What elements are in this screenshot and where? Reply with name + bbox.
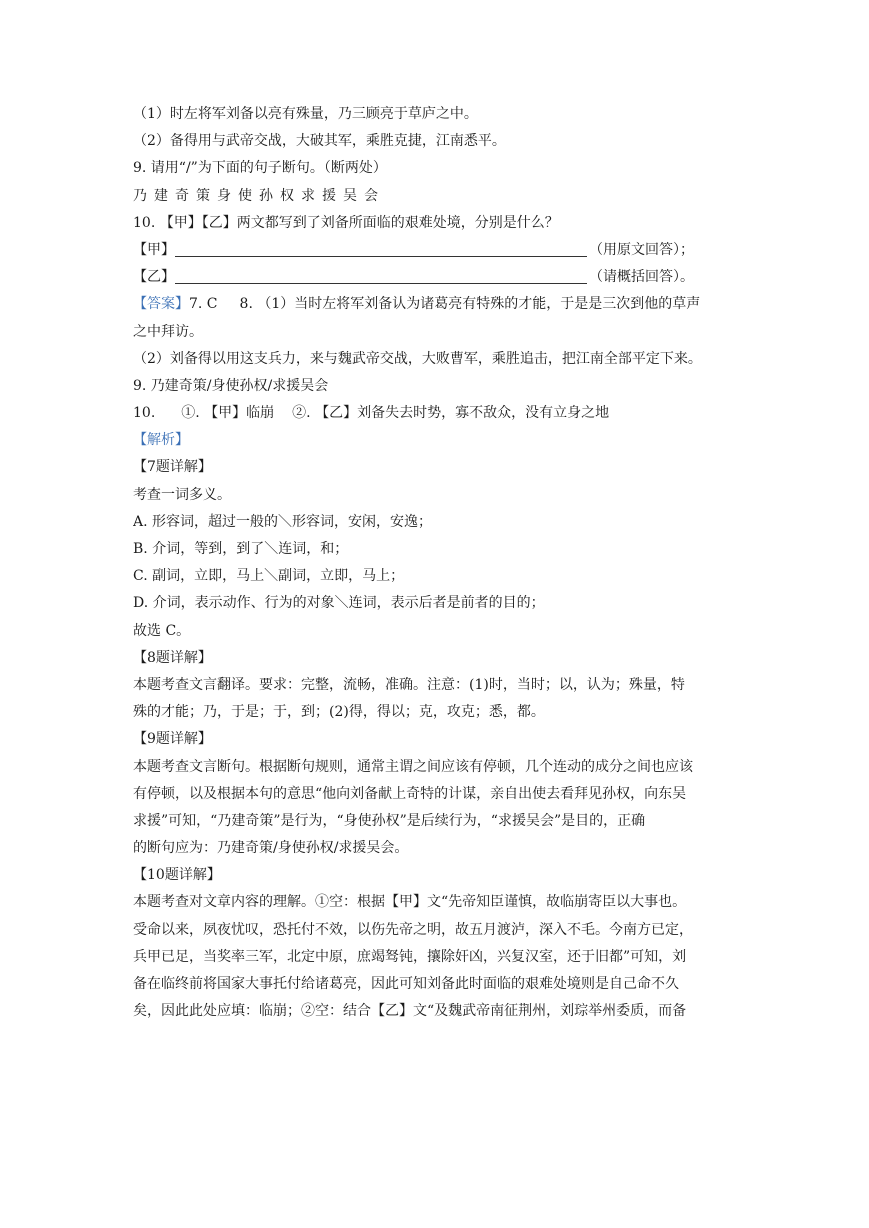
q7-detail-line: C. 副词，立即，马上＼副词，立即，马上；: [133, 568, 405, 585]
q10-jia-label: 【甲】: [133, 241, 175, 258]
q7-detail-line: D. 介词，表示动作、行为的对象＼连词，表示后者是前者的目的；: [133, 595, 545, 612]
q10-detail-heading: 【10题详解】: [133, 867, 221, 884]
q10-detail-line: 本题考查对文章内容的理解。①空：根据【甲】文“先帝知臣谨慎，故临崩寄臣以大事也。: [133, 894, 687, 911]
answer-q7: 7. C: [189, 296, 218, 313]
q10-yi-hint: （请概括回答）。: [589, 269, 694, 286]
q8-detail-heading: 【8题详解】: [133, 649, 212, 666]
q9-detail-line: 求援”可知，“乃建奇策”是行为，“身使孙权”是后续行为，“求援吴会”是目的，正确: [133, 812, 646, 829]
q7-detail-line: 考查一词多义。: [133, 486, 231, 503]
q8-sentence-2: （2）备得用与武帝交战，大破其军，乘胜克捷，江南悉平。: [133, 133, 506, 150]
q7-detail-heading: 【7题详解】: [133, 459, 212, 476]
q7-detail-line: 故选 C。: [133, 622, 191, 639]
answer-tag: 【答案】: [133, 296, 189, 313]
q9-detail-line: 本题考查文言断句。根据断句规则，通常主谓之间应该有停顿，几个连动的成分之间也应该: [133, 758, 693, 775]
q10-yi-answer-line: [133, 264, 809, 291]
q7-detail-line: A. 形容词，超过一般的＼形容词，安闲，安逸；: [133, 513, 433, 530]
q8-detail-line: 殊的才能；乃，于是；于，到；(2)得，得以；克，攻克；悉，都。: [133, 704, 545, 721]
q8-sentence-1: （1）时左将军刘备以亮有殊量，乃三顾亮于草庐之中。: [133, 106, 478, 122]
answer-q8-1: 8. （1）当时左将军刘备认为诸葛亮有特殊的才能，于是是三次到他的草声: [239, 296, 701, 313]
q10-yi-label: 【乙】: [133, 269, 175, 286]
answer-q10: [133, 400, 809, 427]
answer-q10-number: 10.: [133, 405, 156, 422]
analysis-tag: 【解析】: [133, 432, 189, 449]
answer-q10-part-b: ②. 【乙】刘备失去时势，寡不敌众，没有立身之地: [292, 405, 610, 422]
answer-q8-1-continued: 之中拜访。: [133, 323, 203, 340]
q10-yi-blank[interactable]: [175, 267, 587, 284]
q9-detail-line: 的断句应为：乃建奇策/身使孙权/求援吴会。: [133, 840, 409, 857]
q10-jia-answer-line: [133, 237, 809, 264]
q10-jia-blank[interactable]: [175, 240, 587, 257]
q9-detail-line: 有停顿，以及根据本句的意思“他向刘备献上奇特的计谋，亲自出使去看拜见孙权，向东吴: [133, 785, 687, 802]
q10-prompt: 10. 【甲】【乙】两文都写到了刘备所面临的艰难处境，分别是什么？: [133, 214, 559, 231]
answer-q9: 9. 乃建奇策/身使孙权/求援吴会: [133, 377, 329, 394]
q10-detail-line: 备在临终前将国家大事托付给诸葛亮，因此可知刘备此时面临的艰难处境则是自己命不久: [133, 976, 679, 992]
q9-prompt: 9. 请用“/”为下面的句子断句。（断两处）: [133, 160, 387, 177]
q9-sentence: 乃建奇策身使孙权求援吴会: [133, 187, 385, 204]
q9-detail-heading: 【9题详解】: [133, 731, 212, 748]
q10-detail-line: 矣，因此此处应填：临崩；②空：结合【乙】文“及魏武帝南征荆州，刘琮举州委质，而备: [133, 1003, 687, 1020]
answer-line-1: [133, 291, 809, 318]
answer-q10-part-a: ①. 【甲】临崩: [181, 405, 275, 422]
q10-jia-hint: （用原文回答）；: [589, 241, 694, 258]
q7-detail-line: B. 介词，等到，到了＼连词，和；: [133, 541, 349, 557]
q10-detail-line: 兵甲已足，当奖率三军，北定中原，庶竭驽钝，攘除奸凶，兴复汉室，还于旧都”可知，刘: [133, 948, 687, 965]
q8-detail-line: 本题考查文言翻译。要求：完整，流畅，准确。注意：(1)时，当时；以，认为；殊量，特: [133, 676, 685, 693]
q10-detail-line: 受命以来，夙夜忧叹，恐托付不效，以伤先帝之明，故五月渡泸，深入不毛。今南方已定，: [133, 921, 693, 938]
answer-q8-2: （2）刘备得以用这支兵力，来与魏武帝交战，大败曹军，乘胜追击，把江南全部平定下来。: [133, 350, 702, 367]
